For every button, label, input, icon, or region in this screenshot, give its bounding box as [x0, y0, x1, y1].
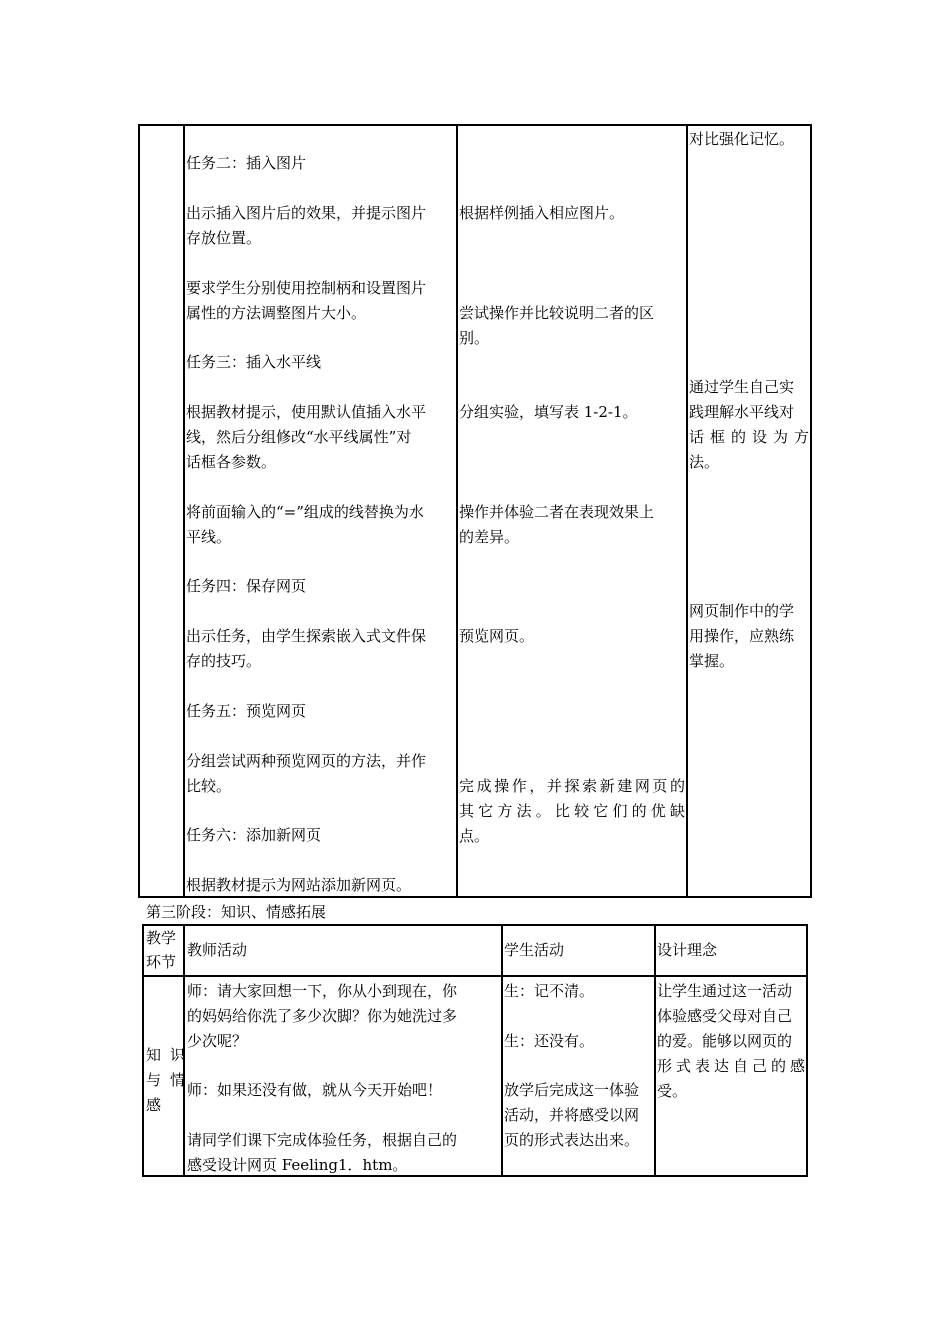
- t1-design-line: 对比强化记忆。: [689, 130, 795, 148]
- table1-border-col2: [456, 124, 458, 898]
- t1-design-line: 践理解水平线对: [689, 403, 795, 421]
- table2-top-border: [142, 924, 808, 926]
- t1-teacher-line: 比较。: [186, 777, 232, 795]
- t1-teacher-line: 出示任务，由学生探索嵌入式文件保: [186, 627, 427, 645]
- table1-top-border: [138, 124, 812, 126]
- t1-student-line: 其它方法。比较它们的优缺: [459, 802, 685, 820]
- t1-design-line: 掌握。: [689, 652, 735, 670]
- t1-student-line: 完成操作，并探索新建网页的: [459, 777, 685, 795]
- header-teacher-activity: 教师活动: [187, 941, 248, 959]
- t2-design-line: 的爱。能够以网页的: [657, 1032, 793, 1050]
- t1-teacher-line: 要求学生分别使用控制柄和设置图片: [186, 279, 427, 297]
- t2-design-line: 受。: [657, 1082, 688, 1100]
- row-label-char: 情: [170, 1071, 186, 1089]
- header-stage: 环节: [146, 953, 177, 971]
- t1-teacher-line: 任务五：预览网页: [186, 702, 307, 720]
- header-design-concept: 设计理念: [657, 941, 718, 959]
- t2-teacher-line: 的妈妈给你洗了多少次脚？你为她洗过多: [187, 1007, 458, 1025]
- table1-border-right: [810, 124, 812, 898]
- t1-teacher-line: 属性的方法调整图片大小。: [186, 304, 367, 322]
- t1-teacher-line: 分组尝试两种预览网页的方法，并作: [186, 752, 427, 770]
- t1-teacher-line: 出示插入图片后的效果，并提示图片: [186, 204, 427, 222]
- t1-teacher-line: 存放位置。: [186, 229, 262, 247]
- t1-student-line: 分组实验，填写表 1-2-1。: [459, 403, 638, 421]
- t2-student-line: 放学后完成这一体验: [504, 1081, 640, 1099]
- t2-design-line: 体验感受父母对自己: [657, 1007, 793, 1025]
- table2-border-left: [142, 924, 144, 1177]
- t1-design-line: 话框的设为方: [689, 428, 809, 446]
- table2-border-col3: [654, 924, 656, 1177]
- row-label-char: 识: [170, 1046, 186, 1064]
- t2-teacher-line: 师：请大家回想一下，你从小到现在，你: [187, 982, 458, 1000]
- t1-teacher-line: 任务四：保存网页: [186, 577, 307, 595]
- t1-teacher-line: 将前面输入的“=”组成的线替换为水: [186, 503, 424, 521]
- t1-teacher-line: 线，然后分组修改“水平线属性”对: [186, 428, 412, 446]
- t2-design-line: 形式表达自己的感: [657, 1057, 805, 1075]
- t1-teacher-line: 任务六：添加新网页: [186, 826, 322, 844]
- t2-student-line: 页的形式表达出来。: [504, 1131, 640, 1149]
- t1-student-line: 预览网页。: [459, 627, 535, 645]
- table2-border-right: [806, 924, 808, 1177]
- row-label-char: 感: [146, 1096, 162, 1114]
- t1-teacher-line: 任务三：插入水平线: [186, 353, 322, 371]
- t2-teacher-line: 师：如果还没有做，就从今天开始吧！: [187, 1081, 443, 1099]
- t1-student-line: 尝试操作并比较说明二者的区: [459, 304, 655, 322]
- table2-border-col2: [501, 924, 503, 1177]
- t1-teacher-line: 根据教材提示为网站添加新网页。: [186, 876, 412, 894]
- table1-border-left: [138, 124, 140, 898]
- t2-teacher-line: 少次呢？: [187, 1032, 248, 1050]
- row-label-char: 知: [146, 1046, 162, 1064]
- t2-student-line: 活动，并将感受以网: [504, 1106, 640, 1124]
- t1-student-line: 点。: [459, 827, 490, 845]
- t1-student-line: 的差异。: [459, 528, 520, 546]
- t2-student-line: 生：还没有。: [504, 1032, 595, 1050]
- t1-student-line: 操作并体验二者在表现效果上: [459, 503, 655, 521]
- t1-teacher-line: 存的技巧。: [186, 652, 262, 670]
- t2-design-line: 让学生通过这一活动: [657, 982, 793, 1000]
- table2-header-divider: [142, 975, 808, 977]
- t1-teacher-line: 话框各参数。: [186, 453, 277, 471]
- header-stage: 教学: [146, 929, 177, 947]
- t1-design-line: 通过学生自己实: [689, 378, 795, 396]
- t1-student-line: 根据样例插入相应图片。: [459, 204, 625, 222]
- t2-student-line: 生：记不清。: [504, 982, 595, 1000]
- t2-teacher-line: 请同学们课下完成体验任务，根据自己的: [187, 1131, 458, 1149]
- t1-teacher-line: 平线。: [186, 528, 232, 546]
- header-student-activity: 学生活动: [504, 941, 565, 959]
- t1-student-line: 别。: [459, 329, 490, 347]
- t1-design-line: 用操作，应熟练: [689, 627, 795, 645]
- t1-teacher-line: 根据教材提示，使用默认值插入水平: [186, 403, 427, 421]
- table1-border-col1: [183, 124, 185, 898]
- t1-design-line: 法。: [689, 453, 720, 471]
- table1-border-col3: [686, 124, 688, 898]
- t2-teacher-line: 感受设计网页 Feeling1．htm。: [187, 1156, 408, 1174]
- t1-teacher-line: 任务二：插入图片: [186, 154, 307, 172]
- row-label-char: 与: [146, 1071, 162, 1089]
- stage-title: 第三阶段：知识、情感拓展: [146, 903, 327, 921]
- t1-design-line: 网页制作中的学: [689, 602, 795, 620]
